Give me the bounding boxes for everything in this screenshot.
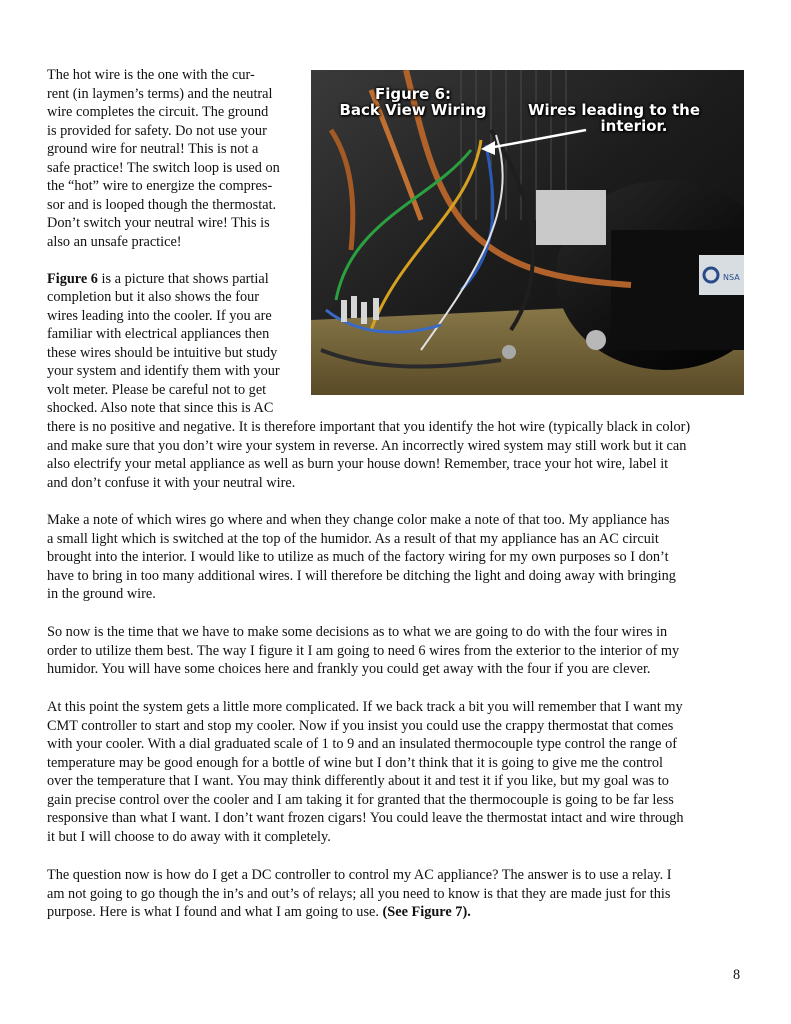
paragraph-6: [47, 866, 747, 922]
text-line: At this point the system gets a little more complicated. If we back track a bit you will remember that I want my: [47, 699, 683, 715]
text-line: and make sure that you don’t wire your system in reverse. An incorrectly wired system may still work but it can: [47, 437, 687, 454]
text-line: order to utilize them best. The way I figure it I am going to need 6 wires from the exterior to the interior of my: [47, 642, 680, 659]
paragraph-5: [47, 698, 747, 846]
text-line: humidor. You will have some choices here and frankly you could get away with the four if you are clever.: [47, 661, 651, 677]
text-line: wires leading into the cooler. If you are: [47, 307, 272, 324]
text-line: with your cooler. With a dial graduated scale of 1 to 9 and an insulated thermocouple type control the range of: [47, 736, 678, 752]
text-line: volt meter. Please be careful not to get: [47, 381, 267, 398]
text-line: brought into the interior. I would like to utilize as much of the factory wiring for my own purposes so I don’t: [47, 549, 669, 565]
text-line: wire completes the circuit. The ground: [47, 104, 269, 120]
figure-reference: Figure 6: [47, 270, 98, 287]
compressor-label: NSA: [723, 273, 740, 282]
text-line: your system and identify them with your: [47, 363, 280, 379]
text-line: responsive than what I want. I don’t want frozen cigars! You could leave the thermostat intact and wire through: [47, 810, 684, 826]
text-line: also an unsafe practice!: [47, 233, 182, 250]
text-line: safe practice! The switch loop is used on: [47, 159, 280, 176]
text-line: a small light which is switched at the top of the humidor. As a result of that my appliance has an AC circuit: [47, 530, 659, 547]
wrapped-text-column: [47, 66, 309, 418]
text-line: over the temperature that I want. You may think differently about it and test it if you like, but my goal was to: [47, 773, 669, 789]
text-line: Make a note of which wires go where and when they change color make a note of that too. My appliance has: [47, 512, 670, 528]
text-line: Don’t switch your neutral wire! This is: [47, 215, 270, 231]
text-line: have to bring in too many additional wires. I will therefore be ditching the light and doing away with bringing: [47, 567, 676, 584]
text-line: The question now is how do I get a DC controller to control my AC appliance? The answer is to use a relay. I: [47, 867, 672, 883]
paragraph-3: [47, 511, 747, 604]
text-line: CMT controller to start and stop my cooler. Now if you insist you could use the crappy thermostat that comes: [47, 717, 674, 734]
text-line: the “hot” wire to energize the compres-: [47, 178, 273, 194]
figure-annotation: Wires leading to the interior.: [527, 101, 701, 135]
text-line: there is no positive and negative. It is therefore important that you identify the hot wire (typically black in color): [47, 419, 691, 435]
text-line: gain precise control over the cooler and I am taking it for granted that the thermocouple is going to be far less: [47, 791, 674, 808]
text-line: Figure 6 is a picture that shows partial: [47, 270, 269, 287]
text-line: also electrify your metal appliance as well as burn your house down! Remember, trace your hot wire, label it: [47, 456, 669, 472]
text-line: these wires should be intuitive but study: [47, 344, 278, 361]
figure-caption: Figure 6: Back View Wiring: [339, 85, 487, 119]
text-line: shocked. Also note that since this is AC: [47, 400, 274, 416]
page-number: 8: [733, 967, 741, 983]
text-line: in the ground wire.: [47, 586, 156, 602]
text-line: am not going to go though the in’s and out’s of relays; all you need to know is that they are made just for this: [47, 885, 671, 902]
text-line: rent (in laymen’s terms) and the neutral: [47, 85, 273, 102]
text-line: it but I will choose to do away with it completely.: [47, 828, 331, 845]
text-line: So now is the time that we have to make some decisions as to what we are going to do with the four wires in: [47, 624, 668, 640]
text-line: sor and is looped though the thermostat.: [47, 196, 277, 213]
figure-6-photo: [311, 70, 744, 395]
text-line: temperature may be good enough for a bottle of wine but I don’t think that it is going to give me the control: [47, 754, 663, 771]
text-line: and don’t confuse it with your neutral wire.: [47, 474, 296, 491]
text-line: The hot wire is the one with the cur-: [47, 67, 255, 83]
figure-reference: (See Figure 7).: [382, 904, 471, 920]
paragraph-4: [47, 623, 747, 679]
text-line: purpose. Here is what I found and what I am going to use. (See Figure 7).: [47, 904, 471, 920]
text-line: completion but it also shows the four: [47, 289, 260, 305]
text-line: ground wire for neutral! This is not a: [47, 141, 259, 157]
paragraph-2-continued: [47, 418, 747, 492]
text-line: is provided for safety. Do not use your: [47, 122, 267, 139]
text-line: familiar with electrical appliances then: [47, 326, 270, 342]
